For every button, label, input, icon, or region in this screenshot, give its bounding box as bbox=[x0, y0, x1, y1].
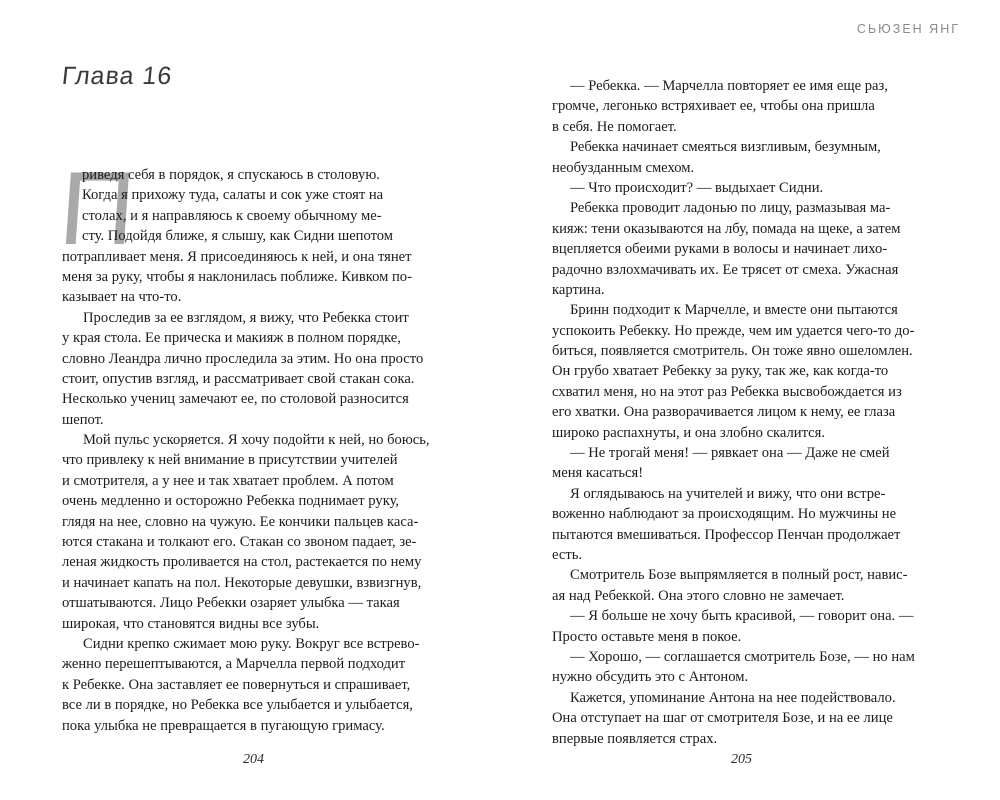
left-page-text bbox=[62, 165, 449, 736]
text-line: и смотрителя, а у нее и так хватает проблем. А потом bbox=[62, 472, 394, 489]
text-line: Бринн подходит к Марчелле, и вместе они пытаются bbox=[570, 302, 898, 319]
text-line: в себя. Не помогает. bbox=[552, 118, 677, 135]
text-line: необузданным смехом. bbox=[552, 159, 695, 176]
text-line: ая над Ребеккой. Она этого словно не замечает. bbox=[552, 587, 845, 604]
text-line: картина. bbox=[552, 281, 605, 298]
text-line: все ли в порядке, но Ребекка все улыбается и улыбается, bbox=[62, 697, 413, 714]
text-line: — Что происходит? — выдыхает Сидни. bbox=[570, 179, 824, 196]
text-line: Она отступает на шаг от смотрителя Бозе, и на ее лице bbox=[552, 710, 893, 727]
text-line: ются стакана и толкают его. Стакан со звоном падает, зе- bbox=[62, 534, 417, 551]
text-line: Проследив за ее взглядом, я вижу, что Ребекка стоит bbox=[83, 309, 409, 326]
text-line: и начинает капать на пол. Некоторые девушки, взвизгнув, bbox=[62, 574, 422, 591]
text-line: женно перешептываются, а Марчелла первой подходит bbox=[62, 656, 406, 673]
text-line: есть. bbox=[552, 546, 582, 563]
text-line: меня за руку, чтобы я наклонилась поближе. Кивком по- bbox=[62, 268, 412, 285]
text-line: Несколько учениц замечают ее, по столовой разносится bbox=[62, 391, 409, 408]
text-line: Смотритель Бозе выпрямляется в полный рост, навис- bbox=[570, 567, 908, 584]
text-line: Просто оставьте меня в покое. bbox=[552, 628, 742, 645]
running-head-author: СЬЮЗЕН ЯНГ bbox=[856, 22, 960, 36]
text-line: к Ребекке. Она заставляет ее повернуться и спрашивает, bbox=[62, 676, 411, 693]
text-line: сту. Подойдя ближе, я слышу, как Сидни шепотом bbox=[82, 228, 394, 245]
text-line: очень медленно и осторожно Ребекка поднимает руку, bbox=[62, 493, 400, 510]
text-line: словно Леандра лично проследила за этим. Но она просто bbox=[62, 350, 424, 367]
text-line: схватил меня, но на этот раз Ребекка высвобождается из bbox=[552, 383, 902, 400]
text-line: вцепляется обеими руками в волосы и начинает лихо- bbox=[552, 241, 888, 258]
text-line: его хватки. Она разворачивается лицом к нему, ее глаза bbox=[552, 404, 896, 421]
text-line: пытаются вмешиваться. Профессор Пенчан продолжает bbox=[552, 526, 901, 543]
text-line: что привлеку к ней внимание в присутствии учителей bbox=[62, 452, 398, 469]
text-line: Сидни крепко сжимает мою руку. Вокруг все встрево- bbox=[83, 635, 420, 652]
text-line: меня касаться! bbox=[552, 465, 644, 482]
text-line: столах, и я направляюсь к своему обычному ме- bbox=[82, 207, 382, 224]
text-line: глядя на нее, словно на чужую. Ее кончики пальцев каса- bbox=[62, 513, 419, 530]
text-line: Я оглядываюсь на учителей и вижу, что они встре- bbox=[570, 485, 886, 502]
text-line: стоит, опустив взгляд, и рассматривает свой стакан сока. bbox=[62, 370, 415, 387]
text-line: Кажется, упоминание Антона на нее подействовало. bbox=[570, 689, 896, 706]
text-line: отшатываются. Лицо Ребекки озаряет улыбка — такая bbox=[62, 595, 400, 612]
text-line: кияж: тени оказываются на лбу, помада на щеке, а затем bbox=[552, 220, 901, 237]
text-line: — Ребекка. — Марчелла повторяет ее имя еще раз, bbox=[570, 78, 888, 94]
text-line: Ребекка начинает смеяться визгливым, безумным, bbox=[570, 139, 881, 156]
text-line: Когда я прихожу туда, салаты и сок уже стоят на bbox=[82, 187, 384, 204]
text-line: широко распахнуты, и она злобно скалится. bbox=[552, 424, 826, 441]
text-line: шепот. bbox=[62, 411, 104, 428]
page-number-left: 204 bbox=[243, 752, 264, 767]
text-line: Он грубо хватает Ребекку за руку, так же, как когда-то bbox=[552, 363, 889, 380]
drop-cap: П bbox=[55, 151, 139, 267]
text-line: биться, появляется смотритель. Он тоже явно ошеломлен. bbox=[552, 343, 913, 360]
text-line: — Хорошо, — соглашается смотритель Бозе, — но нам bbox=[570, 648, 915, 665]
right-page-text bbox=[552, 76, 937, 749]
text-line: у края стола. Ее прическа и макияж в полном порядке, bbox=[62, 330, 401, 347]
text-line: Ребекка проводит ладонью по лицу, размазывая ма- bbox=[570, 200, 891, 217]
text-line: — Не трогай меня! — рявкает она — Даже не смей bbox=[570, 445, 890, 462]
text-line: громче, легонько встряхивает ее, чтобы она пришла bbox=[552, 98, 875, 115]
text-line: — Я больше не хочу быть красивой, — говорит она. — bbox=[570, 608, 914, 625]
text-line: впервые появляется страх. bbox=[552, 730, 718, 747]
chapter-title: Глава 16 bbox=[60, 62, 174, 90]
text-line: успокоить Ребекку. Но прежде, чем им удается чего-то до- bbox=[552, 322, 915, 339]
text-line: потрапливает меня. Я присоединяюсь к ней, и она тянет bbox=[62, 248, 412, 265]
text-line: леная жидкость проливается на стол, растекается по нему bbox=[62, 554, 422, 571]
text-line: пока улыбка не превращается в пугающую гримасу. bbox=[62, 717, 385, 734]
text-line: воженно наблюдают за происходящим. Но мужчины не bbox=[552, 506, 897, 523]
text-line: казывает на что-то. bbox=[62, 289, 182, 306]
text-line: риведя себя в порядок, я спускаюсь в столовую. bbox=[82, 167, 380, 183]
page-number-right: 205 bbox=[731, 752, 752, 767]
text-line: радочно взлохмачивать их. Ее трясет от смеха. Ужасная bbox=[552, 261, 899, 278]
text-line: широкая, что становятся видны все зубы. bbox=[62, 615, 320, 632]
text-line: Мой пульс ускоряется. Я хочу подойти к ней, но боюсь, bbox=[83, 432, 430, 449]
text-line: нужно обсудить это с Антоном. bbox=[552, 669, 749, 686]
